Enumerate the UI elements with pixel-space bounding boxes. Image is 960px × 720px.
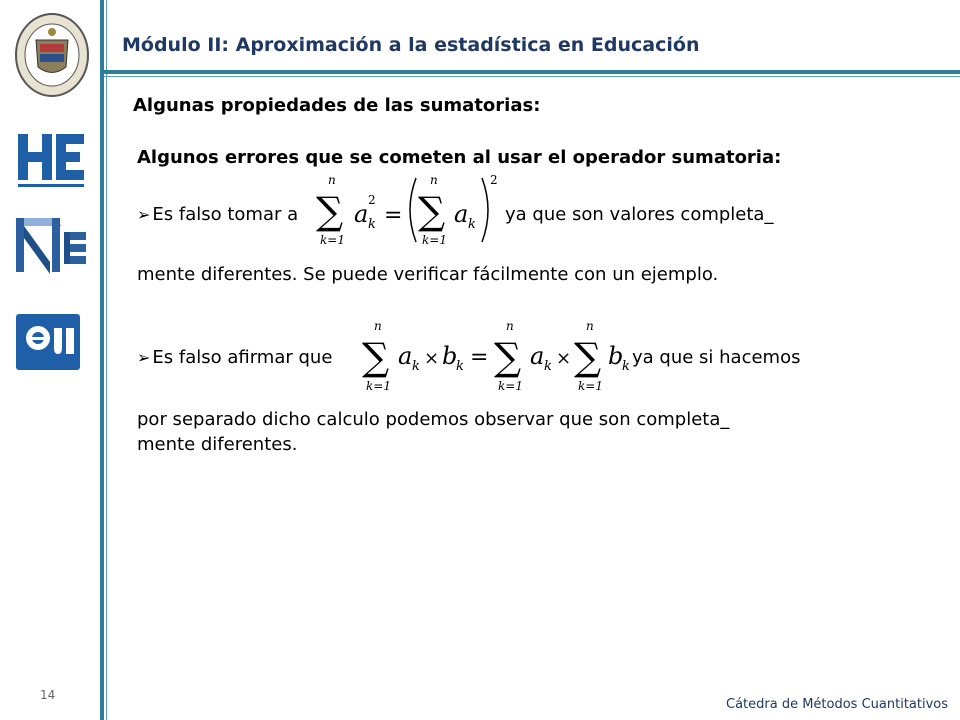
bullet-2-trail: ya que si hacemos xyxy=(632,347,801,368)
bullet-1-lead xyxy=(137,204,298,225)
formula-1-outer-sq: 2 xyxy=(490,173,498,187)
formula-2-a2k: k xyxy=(544,359,552,374)
formula-2 xyxy=(360,314,632,394)
slide-number: 14 xyxy=(40,688,56,702)
formula-2-sum1-lower: k=1 xyxy=(366,379,391,393)
formula-1-eq: = xyxy=(384,203,403,228)
formula-1 xyxy=(312,170,502,250)
section-heading: Algunos errores que se cometen al usar el operador sumatoria: xyxy=(137,147,782,168)
formula-2-a: a xyxy=(398,342,413,370)
formula-1-a: a xyxy=(354,200,369,228)
vertical-rule-thin xyxy=(106,0,107,720)
formula-1-sum1-sigma: ∑ xyxy=(316,189,344,233)
bullet-1-trail: ya que son valores completa_ xyxy=(505,204,774,225)
formula-2-ak: k xyxy=(412,359,420,374)
university-seal-logo xyxy=(14,12,90,98)
arrow-bullet-icon: ➢ xyxy=(137,205,151,224)
formula-1-k2: k xyxy=(468,217,476,232)
formula-2-sum2-upper: n xyxy=(506,319,514,333)
page-title: Módulo II: Aproximación a la estadística en Educación xyxy=(122,34,700,56)
escuela-logo xyxy=(14,212,88,280)
formula-1-sum2-upper: n xyxy=(430,173,438,187)
footer-text: Cátedra de Métodos Cuantitativos xyxy=(726,697,949,712)
header-rule xyxy=(104,70,960,74)
formula-1-sum2-sigma: ∑ xyxy=(418,189,446,233)
formula-2-sum1-sigma: ∑ xyxy=(362,335,390,379)
formula-1-sum1-lower: k=1 xyxy=(320,233,345,247)
formula-1-a2: a xyxy=(454,200,469,228)
bullet-2-continuation-2: mente diferentes. xyxy=(137,434,298,455)
formula-1-k: k xyxy=(368,217,376,232)
formula-2-b2: b xyxy=(608,342,624,370)
formula-2-sum3-lower: k=1 xyxy=(578,379,603,393)
formula-2-eq: = xyxy=(470,345,489,370)
arrow-bullet-icon: ➢ xyxy=(137,348,151,367)
formula-2-a2: a xyxy=(530,342,545,370)
formula-2-sum2-sigma: ∑ xyxy=(494,335,522,379)
formula-1-sq: 2 xyxy=(368,193,376,207)
formula-1-sum2-lower: k=1 xyxy=(422,233,447,247)
formula-2-sum3-sigma: ∑ xyxy=(574,335,602,379)
formula-2-sum2-lower: k=1 xyxy=(498,379,523,393)
formula-2-b2k: k xyxy=(622,359,630,374)
section-subtitle: Algunas propiedades de las sumatorias: xyxy=(133,95,541,116)
formula-1-sum1-upper: n xyxy=(328,173,336,187)
bullet-1-lead-text: Es falso tomar a xyxy=(152,204,299,225)
header-rule-thin xyxy=(104,76,960,77)
bullet-2-continuation-1: por separado dicho calculo podemos observar que son completa_ xyxy=(137,409,730,430)
humanidades-logo xyxy=(16,128,88,192)
bullet-1-continuation: mente diferentes. Se puede verificar fácilmente con un ejemplo. xyxy=(137,264,719,285)
formula-2-bk: k xyxy=(456,359,464,374)
formula-2-b: b xyxy=(442,342,458,370)
educacion-logo xyxy=(16,314,80,370)
bullet-2-lead-text: Es falso afirmar que xyxy=(152,347,333,368)
vertical-rule xyxy=(100,0,104,720)
formula-2-sum1-upper: n xyxy=(374,319,382,333)
formula-2-times2: × xyxy=(556,348,572,369)
bullet-2-lead xyxy=(137,347,332,368)
formula-2-sum3-upper: n xyxy=(586,319,594,333)
formula-2-times1: × xyxy=(424,348,440,369)
